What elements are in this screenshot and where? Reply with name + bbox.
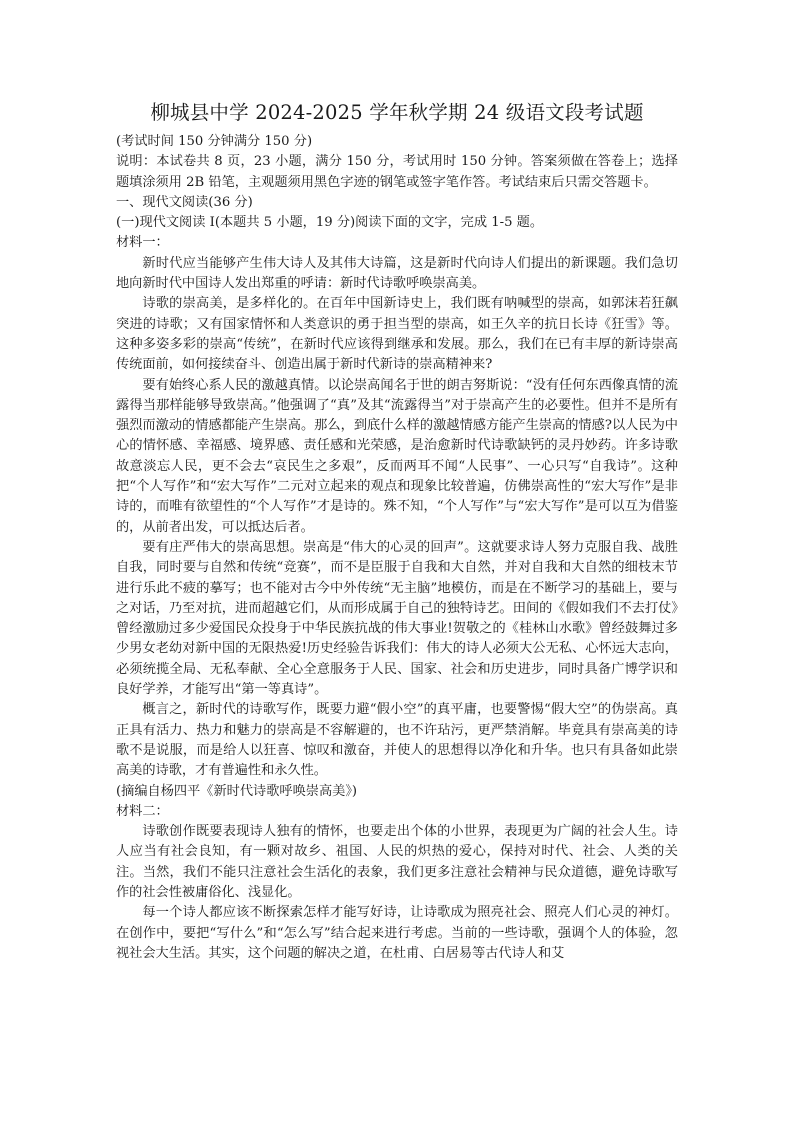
material-1-paragraph: 新时代应当能够产生伟大诗人及其伟大诗篇，这是新时代向诗人们提出的新课题。我们急切地向新时代中国诗人发出郑重的呼请：新时代诗歌呼唤崇高美。	[116, 255, 678, 292]
page-title: 柳城县中学 2024-2025 学年秋学期 24 级语文段考试题	[150, 101, 644, 124]
material-2-paragraph: 诗歌创作既要表现诗人独有的情怀，也要走出个体的小世界，表现更为广阔的社会人生。诗人应当有社会良知，有一颗对故乡、祖国、人民的炽热的爱心，保持对时代、社会、人类的关注。当然，我们不能只注意社会生活化的表象，我们更多注意社会精神与民众道德，避免诗歌写作的社会性被庸俗化、浅显化。	[116, 824, 678, 900]
material-1-paragraph: 要有始终心系人民的激越真情。以论崇高闻名于世的朗吉努斯说：“没有任何东西像真情的流露得当那样能够导致崇高。”他强调了“真”及其“流露得当”对于崇高产生的必要性。但并不是所有强烈而激动的情感都能产生崇高。那么，到底什么样的激越情感方能产生崇高的情感?以人民为中心的情怀感、幸福感、境界感、责任感和光荣感，是治愈新时代诗歌缺钙的灵丹妙药。许多诗歌故意淡忘人民，更不会去“哀民生之多艰”，反而两耳不闻“人民事”、一心只写“自我诗”。这种把“个人写作”和“宏大写作”二元对立起来的观点和现象比较普遍，仿佛崇高性的“宏大写作”是非诗的，而唯有欲望性的“个人写作”才是诗的。殊不知，“个人写作”与“宏大写作”是可以互为借鉴的，从前者出发，可以抵达后者。	[116, 377, 678, 535]
material-1-paragraph: 要有庄严伟大的崇高思想。崇高是“伟大的心灵的回声”。这就要求诗人努力克服自我、战胜自我，同时要与自然和传统“竞赛”，而不是臣服于自我和大自然，并对自我和大自然的细枝末节进行乐此不疲的摹写；也不能对古今中外传统“无主脑”地模仿，而是在不断学习的基础上，要与之对话，乃至对抗，进而超越它们，从而形成属于自己的独特诗艺。田间的《假如我们不去打仗》曾经激励过多少爱国民众投身于中华民族抗战的伟大事业!贺敬之的《桂林山水歌》曾经鼓舞过多少男女老幼对新中国的无限热爱!历史经验告诉我们：伟大的诗人必须大公无私、心怀远大志向，必须统揽全局、无私奉献、全心全意服务于人民、国家、社会和历史进步，同时具备广博学识和良好学养，才能写出“第一等真诗”。	[116, 539, 678, 698]
material-source: (摘编自杨四平《新时代诗歌呼唤崇高美》)	[116, 783, 358, 799]
material-label: 材料二：	[116, 803, 169, 819]
material-2-paragraph: 每一个诗人都应该不断探索怎样才能写好诗，让诗歌成为照亮社会、照亮人们心灵的神灯。在创作中，要把“写什么”和“怎么写”结合起来进行考虑。当前的一些诗歌，强调个人的体验，忽视社会大生活。其实，这个问题的解决之道，在杜甫、白居易等古代诗人和艾	[116, 905, 678, 961]
material-1-paragraph: 概言之，新时代的诗歌写作，既要力避“假小空”的真平庸，也要警惕“假大空”的伪崇高。真正具有活力、热力和魅力的崇高是不容解避的，也不许玷污，更严禁消解。毕竟具有崇高美的诗歌不是说服，而是给人以狂喜、惊叹和激奋，并使人的思想得以净化和升华。也只有具备如此崇高美的诗歌，才有普遍性和永久性。	[116, 702, 678, 779]
exam-time: (考试时间 150 分钟满分 150 分)	[116, 134, 313, 149]
instructions: 说明：本试卷共 8 页，23 小题，满分 150 分，考试用时 150 分钟。答案须做在答卷上；选择题填涂须用 2B 铅笔，主观题须用黑色字迹的钢笔或签字笔作答。考试结束后只需交答题卡。	[116, 154, 678, 190]
section-heading: 一、现代文阅读(36 分)	[116, 194, 253, 210]
material-label: 材料一：	[116, 235, 169, 251]
material-1-paragraph: 诗歌的崇高美，是多样化的。在百年中国新诗史上，我们既有呐喊型的崇高，如郭沫若狂飙突进的诗歌；又有国家情怀和人类意识的勇于担当型的崇高，如王久辛的抗日长诗《狂雪》等。这种多姿多彩的崇高“传统”，在新时代应该得到继承和发展。那么，我们在已有丰厚的新诗崇高传统面前，如何接续奋斗、创造出属于新时代新诗的崇高精神来?	[116, 296, 678, 373]
subsection-heading: (一)现代文阅读 I(本题共 5 小题，19 分)阅读下面的文字，完成 1-5 题。	[116, 215, 544, 231]
